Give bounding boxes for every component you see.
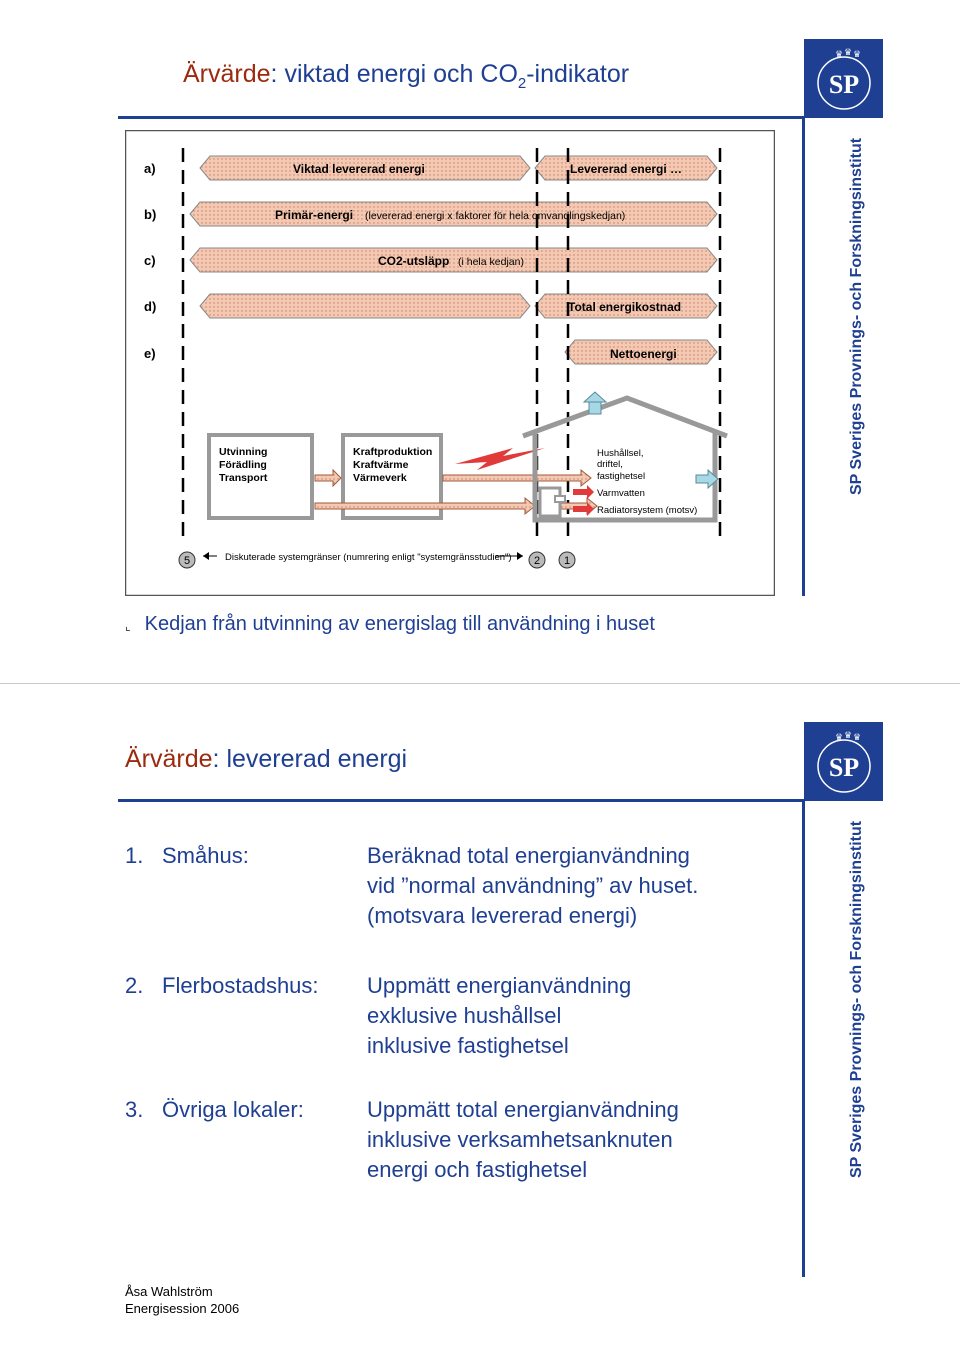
svg-text:Förädling: Förädling	[219, 459, 267, 471]
footer-event: Energisession 2006	[125, 1301, 240, 1316]
bar-c-label: CO2-utsläpp	[378, 254, 450, 268]
svg-text:♛: ♛	[844, 730, 853, 740]
bullet-chain	[125, 613, 655, 636]
item-line-1: Uppmätt total energianvändning	[367, 1097, 679, 1122]
item-line-3: (motsvara levererad energi)	[367, 903, 638, 928]
svg-text:5: 5	[183, 555, 191, 567]
title-rule	[118, 116, 804, 119]
list-item-1	[125, 841, 765, 933]
slide-1-title	[183, 60, 629, 92]
item-line-2: vid ”normal användning” av huset.	[367, 873, 699, 898]
footer-author: Åsa Wahlström	[125, 1284, 213, 1299]
row-letter-c: c)	[144, 253, 156, 268]
svg-text:driftel,: driftel,	[597, 459, 623, 470]
footer	[125, 1283, 239, 1317]
item-line-1: Uppmätt energianvändning	[367, 973, 632, 998]
item-label: Övriga lokaler:	[162, 1097, 304, 1122]
svg-text:♛: ♛	[844, 47, 853, 57]
row-letter-a: a)	[144, 161, 156, 176]
bar-e-label: Nettoenergi	[610, 347, 677, 361]
list-item-2	[125, 971, 765, 1063]
bar-a-left-label: Viktad levererad energi	[293, 162, 425, 176]
bullet-marker-icon: ⌞	[125, 619, 131, 633]
item-number: 3.	[125, 1097, 144, 1122]
svg-text:SP: SP	[828, 70, 860, 99]
row-letter-b: b)	[144, 207, 157, 222]
svg-text:♛: ♛	[853, 732, 862, 742]
svg-text:Diskuterade systemgränser (num: Diskuterade systemgränser (numrering enligt "systemgränsstudien")	[225, 552, 512, 563]
title-tail: -indikator	[526, 60, 630, 88]
row-letter-e: e)	[144, 346, 156, 361]
title-main: : levererad energi	[212, 745, 408, 773]
side-rule	[802, 799, 805, 1277]
bar-b-note: (levererad energi x faktorer för hela omvandlingskedjan)	[365, 210, 626, 222]
bar-c	[190, 248, 717, 272]
bar-d-left	[200, 294, 530, 318]
item-label: Småhus:	[162, 843, 249, 868]
svg-text:Transport: Transport	[219, 472, 268, 484]
item-line-3: inklusive fastighetsel	[367, 1033, 569, 1058]
svg-text:♛: ♛	[835, 732, 844, 742]
svg-text:Radiatorsystem (motsv): Radiatorsystem (motsv)	[597, 505, 698, 516]
bar-c-note: (i hela kedjan)	[458, 256, 524, 268]
svg-text:1: 1	[563, 555, 571, 567]
item-line-2: inklusive verksamhetsanknuten	[367, 1127, 673, 1152]
item-line-3: energi och fastighetsel	[367, 1157, 588, 1182]
svg-text:fastighetsel: fastighetsel	[597, 471, 646, 482]
bar-b-label: Primär-energi	[275, 208, 354, 222]
sp-logo-icon	[804, 39, 883, 118]
item-line-2: exklusive hushållsel	[367, 1003, 562, 1028]
side-rule	[802, 116, 805, 596]
title-accent: Ärvärde	[183, 60, 271, 88]
svg-text:Varmvatten: Varmvatten	[597, 488, 645, 499]
row-letter-d: d)	[144, 299, 157, 314]
title-accent: Ärvärde	[125, 745, 213, 773]
side-institute-text: SP Sveriges Provnings- och Forskningsinstitut	[848, 137, 865, 495]
list-item-3	[125, 1095, 765, 1187]
bullet-text: Kedjan från utvinning av energislag till användning i huset	[144, 613, 655, 635]
title-subscript: 2	[517, 75, 527, 92]
sp-logo	[804, 722, 883, 801]
side-institute-text: SP Sveriges Provnings- och Forskningsinstitut	[848, 820, 865, 1178]
item-line-1: Beräknad total energianvändning	[367, 843, 690, 868]
item-label: Flerbostadshus:	[162, 973, 319, 998]
bar-d-label: Total energikostnad	[568, 300, 682, 314]
svg-text:♛: ♛	[853, 49, 862, 59]
svg-text:SP: SP	[828, 753, 860, 782]
item-number: 2.	[125, 973, 144, 998]
energy-chain-diagram	[125, 130, 775, 596]
svg-text:Värmeverk: Värmeverk	[353, 472, 407, 484]
slide-2-title	[125, 745, 407, 774]
svg-text:Utvinning: Utvinning	[219, 446, 268, 458]
svg-text:2: 2	[533, 555, 541, 567]
title-rule	[118, 799, 804, 802]
svg-text:Hushållsel,: Hushållsel,	[597, 448, 644, 459]
bar-a-right-label: Levererad energi …	[570, 162, 683, 176]
sp-logo	[804, 39, 883, 118]
item-number: 1.	[125, 843, 144, 868]
slide-2	[0, 684, 960, 1367]
sp-logo-icon	[804, 722, 883, 801]
svg-text:♛: ♛	[835, 49, 844, 59]
svg-text:Kraftvärme: Kraftvärme	[353, 459, 409, 471]
svg-text:Kraftproduktion: Kraftproduktion	[353, 446, 433, 458]
title-main: : viktad energi och CO	[270, 60, 518, 88]
